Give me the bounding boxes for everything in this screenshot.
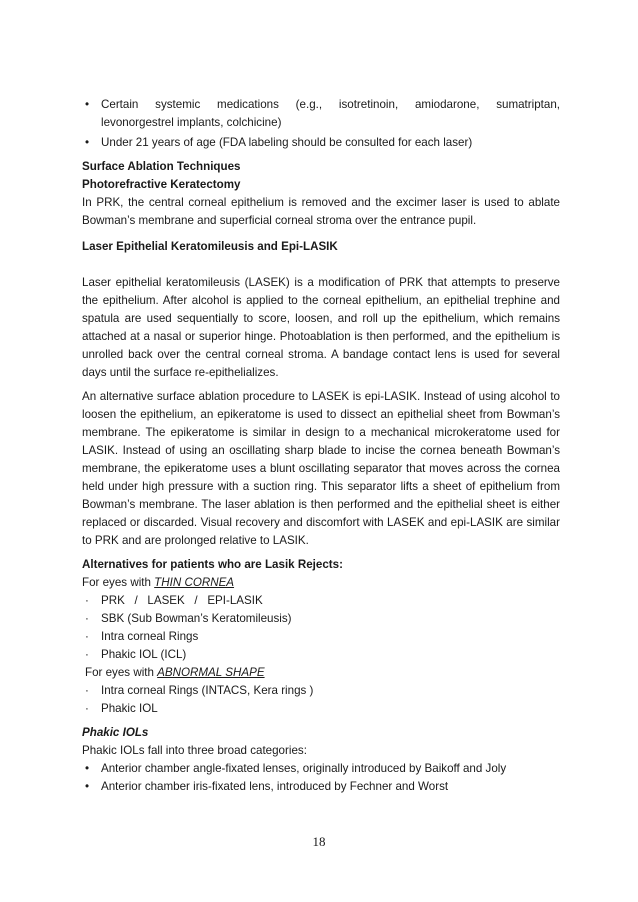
paragraph: In PRK, the central corneal epithelium is removed and the excimer laser is used to ablate Bowman’s membrane and superficial corneal stroma over the entrance pupil. xyxy=(82,196,560,227)
label-prefix: For eyes with xyxy=(82,576,155,589)
list-item xyxy=(82,96,560,132)
list-item-text: Phakic IOL (ICL) xyxy=(101,648,187,661)
list-item xyxy=(82,682,560,700)
dot-icon: · xyxy=(85,612,89,625)
list-item-text: PRK / LASEK / EPI-LASIK xyxy=(101,594,263,607)
list-item-text: Anterior chamber iris-fixated lens, introduced by Fechner and Worst xyxy=(101,780,449,793)
abnormal-shape-label: ABNORMAL SHAPE xyxy=(157,666,265,679)
section-heading: Laser Epithelial Keratomileusis and Epi-LASIK xyxy=(82,240,338,253)
list-item xyxy=(82,592,560,610)
list-item-text: Under 21 years of age (FDA labeling should be consulted for each laser) xyxy=(101,136,473,149)
page-number: 18 xyxy=(312,834,326,849)
dot-icon: · xyxy=(85,630,89,643)
dot-icon: · xyxy=(85,594,89,607)
list-item xyxy=(82,646,560,664)
paragraph: An alternative surface ablation procedure to LASEK is epi-LASIK. Instead of using alcohol to loosen the epithelium, an epikeratome is used to dissect an epithelial sheet from Bowman’s membrane. The epikeratome is similar in design to a mechanical microkeratome used for LASIK. Instead of using an oscillating sharp blade to incise the cornea beneath Bowman’s membrane, the epikeratome uses a blunt oscillating separator that moves across the cornea held under high pressure with a suction ring. This separator lifts a sheet of epithelium from Bowman’s membrane. The laser ablation is then performed and the epithelial sheet is either replaced or discarded. Visual recovery and discomfort with LASEK and epi-LASIK are similar to PRK and are prolonged relative to LASIK. xyxy=(82,390,560,547)
section-heading: Surface Ablation Techniques xyxy=(82,160,241,173)
list-item-text: Intra corneal Rings (INTACS, Kera rings ) xyxy=(101,684,314,697)
section-heading: Alternatives for patients who are Lasik Rejects: xyxy=(82,558,343,571)
dot-icon: · xyxy=(85,684,89,697)
list-item xyxy=(82,134,560,152)
list-item xyxy=(82,778,560,796)
document-page xyxy=(82,96,560,796)
bullet-icon: • xyxy=(85,762,90,775)
dot-icon: · xyxy=(85,702,89,715)
list-item-text: Certain systemic medications (e.g., isotretinoin, amiodarone, sumatriptan, xyxy=(101,98,560,111)
bullet-icon: • xyxy=(85,780,90,793)
paragraph: Laser epithelial keratomileusis (LASEK) is a modification of PRK that attempts to preserve the epithelium. After alcohol is applied to the corneal epithelium, an epithelial trephine and spatula are used sequentially to score, loosen, and roll up the epithelium, which remains attached at a nasal or superior hinge. Photoablation is then performed, and the epithelium is unrolled back over the central corneal stroma. A bandage contact lens is used for several days until the surface re-epithelializes. xyxy=(82,276,560,379)
list-item-text: Intra corneal Rings xyxy=(101,630,199,643)
abnormal-shape-line xyxy=(82,664,560,682)
label-prefix: For eyes with xyxy=(85,666,158,679)
list-item-text: Anterior chamber angle-fixated lenses, originally introduced by Baikoff and Joly xyxy=(101,762,507,775)
section-heading: Phakic IOLs xyxy=(82,726,149,739)
list-item-text: Phakic IOL xyxy=(101,702,158,715)
subsection-heading: Photorefractive Keratectomy xyxy=(82,178,241,191)
list-item-text: levonorgestrel implants, colchicine) xyxy=(101,116,282,129)
list-item-text: SBK (Sub Bowman’s Keratomileusis) xyxy=(101,612,292,625)
list-item xyxy=(82,628,560,646)
dot-icon: · xyxy=(85,648,89,661)
list-item xyxy=(82,700,560,718)
thin-cornea-label: THIN CORNEA xyxy=(154,576,235,589)
list-item xyxy=(82,610,560,628)
list-item xyxy=(82,760,560,778)
bullet-icon: • xyxy=(85,136,90,149)
paragraph: Phakic IOLs fall into three broad categories: xyxy=(82,744,307,757)
thin-cornea-line xyxy=(82,574,560,592)
bullet-icon: • xyxy=(85,98,90,111)
